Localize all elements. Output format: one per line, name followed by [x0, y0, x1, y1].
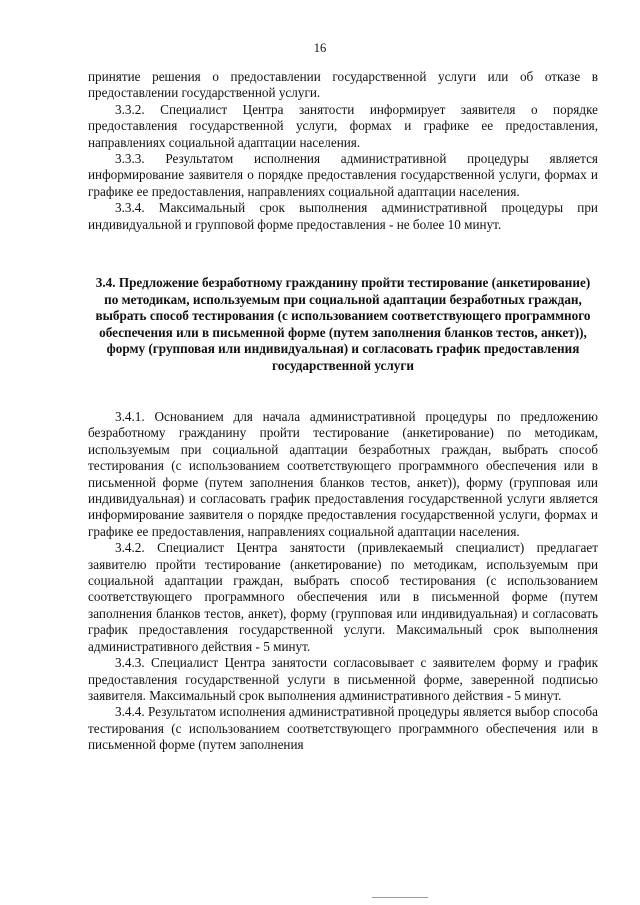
page-number: 16 [313, 41, 327, 55]
top-text-block [88, 69, 598, 233]
paragraph-3-4-3: 3.4.3. Специалист Центра занятости согласовывает с заявителем форму и график предоставления государственной услуги в письменной форме, заверенной подписью заявителя. Максимальный срок выполнения административного действия - 5 минут. [88, 655, 598, 703]
paragraph-continuation: принятие решения о предоставлении государственной услуги или об отказе в предоставлении государственной услуги. [88, 69, 598, 101]
paragraph-3-4-1: 3.4.1. Основанием для начала административной процедуры по предложению безработному гражданину пройти тестирование (анкетирование) по методикам, используемым при социальной адаптации безработных граждан, выбрать способ тестирования (с использованием соответствующего программного обеспечения или в письменной форме (путем заполнения бланков тестов, анкет)), форму (групповая или индивидуальная) и согласовать график предоставления государственной услуги является информирование заявителя о порядке предоставления государственной услуги, формах и графике ее предоставления, направлениях социальной адаптации населения. [88, 409, 598, 539]
paragraph-3-3-2: 3.3.2. Специалист Центра занятости информирует заявителя о порядке предоставления государственной услуги, формах и графике ее предоставления, направлениях социальной адаптации населения. [88, 101, 598, 150]
paragraph-3-4-2: 3.4.2. Специалист Центра занятости (привлекаемый специалист) предлагает заявителю пройти тестирование (анкетирование) по методикам, используемым при социальной адаптации граждан, выбрать способ тестирования (с использованием соответствующего программного обеспечения или в письменной форме (путем заполнения бланков тестов, анкет), форму (групповая или индивидуальная) и согласовать график предоставления государственной услуги. Максимальный срок выполнения административного действия - 5 минут. [88, 540, 598, 654]
section-title-3-4: 3.4. Предложение безработному гражданину пройти тестирование (анкетирование) по методикам, используемым при социальной адаптации безработных граждан, выбрать способ тестирования (с использованием соответствующего программного обеспечения или в письменной форме (путем заполнения бланков тестов, анкет)), форму (групповая или индивидуальная) и согласовать график предоставления государственной услуги [95, 275, 591, 373]
paragraph-3-3-4: 3.3.4. Максимальный срок выполнения административной процедуры при индивидуальной и групповой форме предоставления - не более 10 минут. [88, 200, 598, 232]
footer-rule [372, 897, 428, 898]
paragraph-3-4-4: 3.4.4. Результатом исполнения административной процедуры является выбор способа тестирования (с использованием соответствующего программного обеспечения или в письменной форме (путем заполнения [88, 704, 598, 753]
paragraph-3-3-3: 3.3.3. Результатом исполнения административной процедуры является информирование заявителя о порядке предоставления государственной услуги, формах и графике ее предоставления, направлениях социальной адаптации населения. [88, 151, 598, 199]
main-text-block [88, 409, 598, 754]
